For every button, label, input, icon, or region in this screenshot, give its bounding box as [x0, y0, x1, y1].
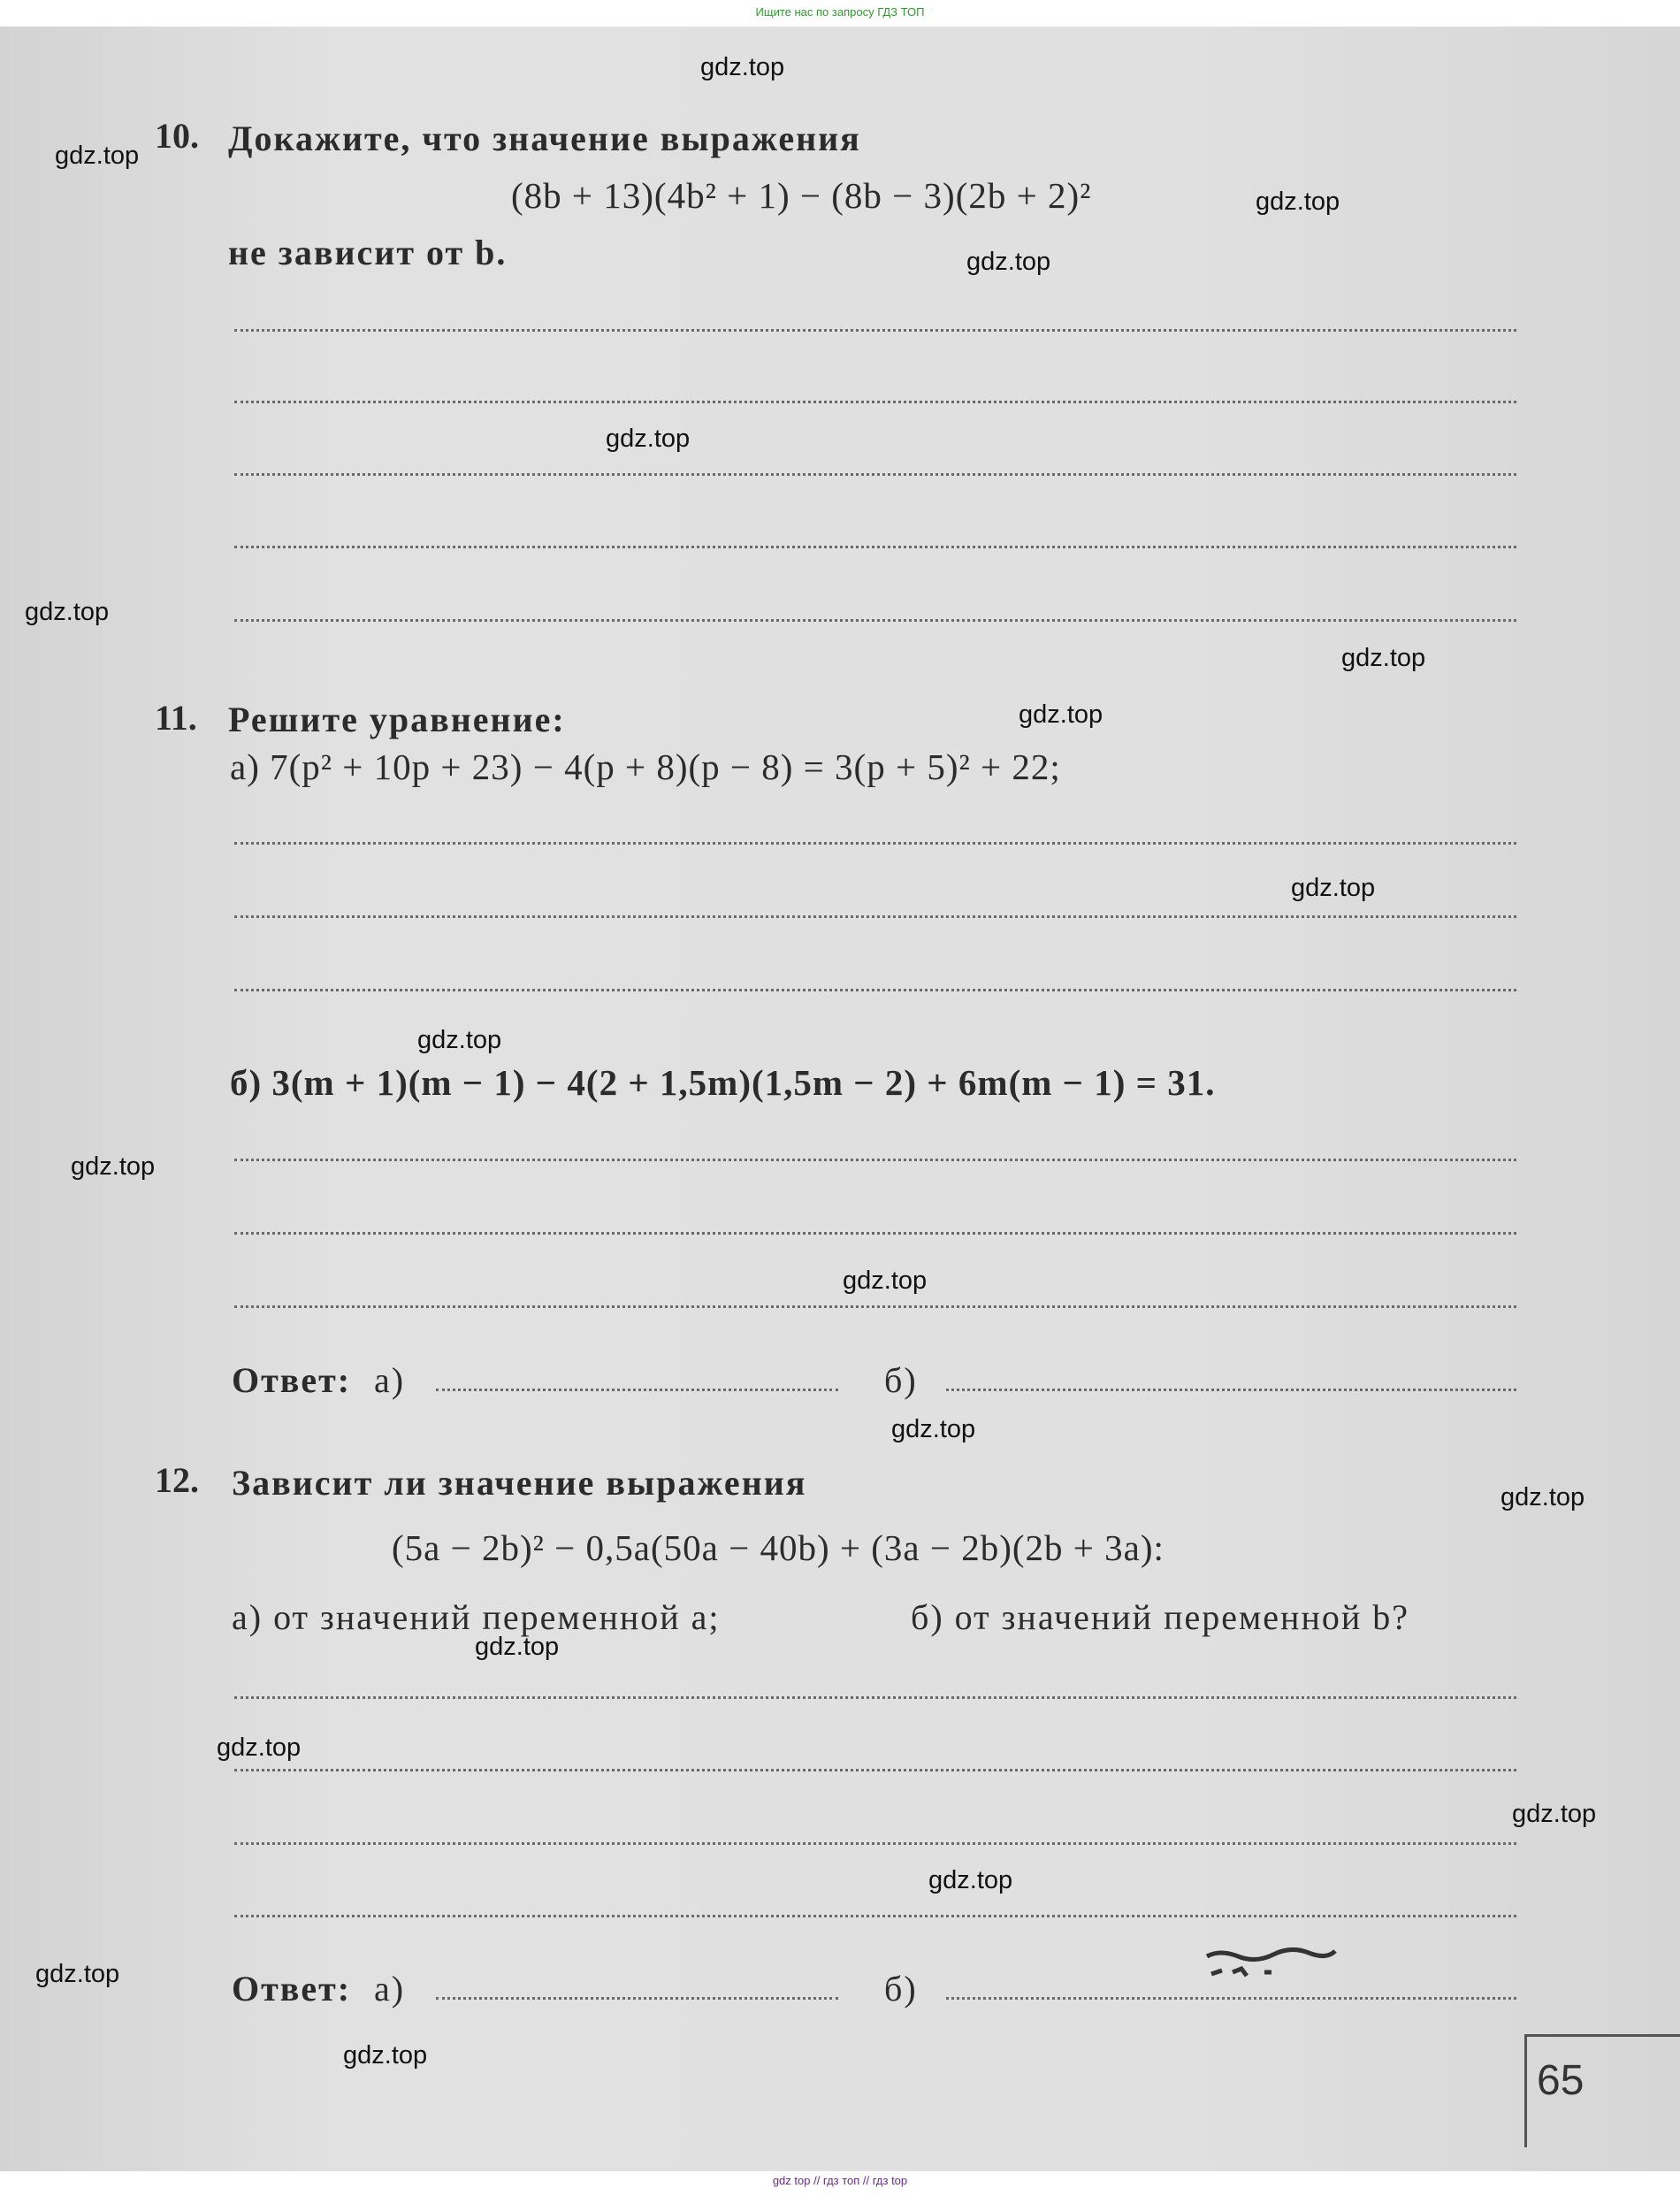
task12-prompt: Зависит ли значение выражения [232, 1463, 807, 1503]
task12-option-b: б) от значений переменной b? [911, 1597, 1410, 1637]
task11-prompt: Решите уравнение: [228, 700, 566, 739]
task10-tail: не зависит от b. [228, 233, 508, 272]
answer-line[interactable] [234, 1159, 1516, 1161]
answer-line[interactable] [234, 546, 1516, 548]
task11-equation-b: б) 3(m + 1)(m − 1) − 4(2 + 1,5m)(1,5m − 2) + 6m(m − 1) = 31. [230, 1062, 1216, 1103]
watermark: gdz.top [25, 598, 110, 626]
watermark: gdz.top [475, 1633, 560, 1661]
watermark: gdz.top [891, 1415, 976, 1443]
watermark: gdz.top [1501, 1483, 1585, 1511]
footer-note: gdz top // гдз топ // гдз top [772, 2174, 908, 2187]
watermark: gdz.top [55, 142, 140, 170]
task12-option-a: а) от значений переменной a; [232, 1597, 721, 1637]
answer-b-field[interactable] [946, 1997, 1516, 2000]
watermark: gdz.top [1291, 874, 1376, 902]
task11-answer-a-label: а) [374, 1360, 406, 1400]
task12-formula: (5a − 2b)² − 0,5a(50a − 40b) + (3a − 2b)(2b + 3a): [392, 1527, 1165, 1568]
answer-a-field[interactable] [436, 1997, 838, 2000]
watermark: gdz.top [966, 248, 1051, 276]
task11-answer-label: Ответ: [232, 1360, 352, 1400]
header-note: Ищите нас по запросу ГДЗ ТОП [755, 5, 925, 19]
page-number: 65 [1537, 2057, 1585, 2104]
task12-answer-a-label: а) [374, 1969, 406, 2009]
task10-formula: (8b + 13)(4b² + 1) − (8b − 3)(2b + 2)² [511, 175, 1092, 216]
watermark: gdz.top [1512, 1800, 1597, 1828]
watermark: gdz.top [928, 1866, 1013, 1894]
watermark: gdz.top [1341, 644, 1426, 672]
task10-prompt: Докажите, что значение выражения [228, 119, 861, 158]
answer-line[interactable] [234, 1915, 1516, 1917]
answer-line[interactable] [234, 915, 1516, 918]
watermark: gdz.top [217, 1733, 302, 1762]
watermark: gdz.top [843, 1266, 928, 1295]
task11-answer-b-label: б) [884, 1360, 918, 1400]
answer-line[interactable] [234, 989, 1516, 991]
watermark: gdz.top [71, 1152, 156, 1181]
watermark: gdz.top [1019, 700, 1103, 729]
ink-smudge [1203, 1946, 1344, 1990]
task12-answer-b-label: б) [884, 1969, 918, 2009]
answer-line[interactable] [234, 1305, 1516, 1308]
answer-line[interactable] [234, 1769, 1516, 1771]
watermark: gdz.top [1256, 187, 1340, 216]
answer-line[interactable] [234, 619, 1516, 622]
task12-number: 12. [155, 1460, 199, 1500]
task12-answer-label: Ответ: [232, 1969, 352, 2009]
watermark: gdz.top [700, 53, 785, 81]
answer-line[interactable] [234, 1232, 1516, 1235]
task10-number: 10. [155, 116, 199, 156]
answer-line[interactable] [234, 1842, 1516, 1845]
watermark: gdz.top [417, 1026, 502, 1054]
answer-line[interactable] [234, 401, 1516, 403]
answer-line[interactable] [234, 842, 1516, 845]
watermark: gdz.top [343, 2041, 428, 2070]
watermark: gdz.top [606, 425, 691, 453]
task11-number: 11. [155, 698, 197, 738]
task11-equation-a: а) 7(p² + 10p + 23) − 4(p + 8)(p − 8) = 3(p + 5)² + 22; [230, 746, 1061, 787]
answer-line[interactable] [234, 473, 1516, 476]
watermark: gdz.top [35, 1960, 120, 1988]
answer-b-field[interactable] [946, 1389, 1516, 1391]
answer-line[interactable] [234, 1696, 1516, 1699]
answer-a-field[interactable] [436, 1389, 838, 1391]
answer-line[interactable] [234, 329, 1516, 332]
